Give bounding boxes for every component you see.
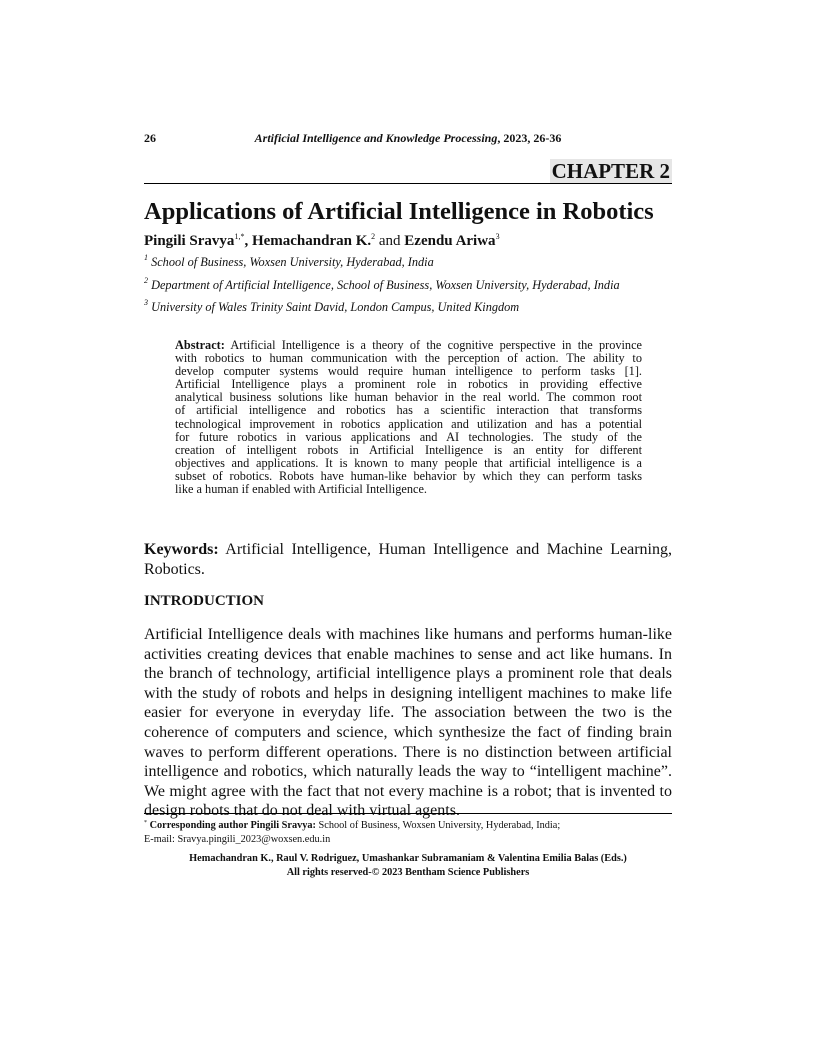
footnote-label: Corresponding author Pingili Sravya:: [147, 820, 316, 831]
text-line: [144, 684, 672, 704]
affiliation-text: School of Business, Woxsen University, Hyderabad, India: [148, 255, 434, 269]
affiliation-text: University of Wales Trinity Saint David, London Campus, United Kingdom: [148, 300, 520, 314]
journal-issue: , 2023, 26-36: [497, 131, 562, 145]
line-text: creation of intelligent robots in Artificial Intelligence is an entity for different: [175, 442, 642, 457]
author-name: Pingili Sravya: [144, 233, 235, 249]
footnote-sup: *: [144, 820, 147, 826]
line-text: analytical business solutions like human behavior in the real world. The common root: [175, 390, 642, 405]
line-text: waves to perform different operations. There is no distinction between artificial: [144, 743, 672, 761]
text-line: [144, 625, 672, 645]
author-sep: ,: [244, 233, 252, 249]
text-line: [144, 762, 672, 782]
line-text: with robotics to human communication with the perception of action. The ability to: [175, 351, 642, 366]
line-text: Artificial Intelligence, Human Intelligence and Machine Learning,: [218, 541, 672, 558]
text-line: [144, 645, 672, 665]
author-sup: 3: [495, 232, 500, 241]
footnote-text: School of Business, Woxsen University, Hyderabad, India;: [315, 820, 561, 831]
affiliation-text: Department of Artificial Intelligence, School of Business, Woxsen University, Hyderabad, India: [148, 278, 620, 292]
chapter-label: CHAPTER 2: [551, 159, 670, 183]
text-line: [144, 723, 672, 743]
line-text: Artificial Intelligence deals with machines like humans and performs human-like: [144, 626, 672, 643]
introduction-paragraph: [144, 625, 672, 821]
line-text: Artificial Intelligence is a theory of the cognitive perspective in the province: [224, 338, 642, 352]
author-sep: and: [375, 233, 405, 249]
affiliation: [144, 300, 519, 315]
author-name: Hemachandran K.: [251, 233, 372, 249]
section-heading-introduction: INTRODUCTION: [144, 593, 265, 609]
line-text: technological improvement in robotics application and utilization and has a potential: [175, 416, 642, 431]
affiliation-sup: 3: [144, 298, 148, 307]
line-text: the branch of technology, artificial intelligence plays a prominent role that deals: [144, 665, 672, 683]
journal-title: Artificial Intelligence and Knowledge Processing: [254, 131, 498, 145]
label: Keywords:: [144, 541, 219, 558]
line-text: of artificial intelligence and robotics has a scientific interaction that transforms: [175, 403, 642, 418]
page-number: 26: [144, 131, 156, 145]
line-text: Artificial Intelligence plays a prominent role in robotics in providing effective: [175, 377, 642, 392]
header-rule: [144, 183, 672, 184]
text-line: [144, 801, 672, 821]
text-line: [144, 703, 672, 723]
text-line: [144, 743, 672, 763]
line-text: design robots that do not deal with virtual agents.: [144, 802, 460, 820]
author-name: Ezendu Ariwa: [404, 233, 496, 249]
text-line: [144, 664, 672, 684]
footnote-email: E-mail: Sravya.pingili_2023@woxsen.edu.in: [144, 833, 331, 845]
affiliation: [144, 255, 434, 270]
affiliation-sup: 1: [144, 253, 148, 262]
line-text: develop computer systems would require human intelligence to perform tasks [1].: [175, 364, 642, 379]
footnote: [144, 819, 560, 846]
line-text: with the study of robots and helps in designing intelligent machines to make life: [144, 684, 672, 702]
affiliation: [144, 278, 620, 293]
editors-line: Hemachandran K., Raul V. Rodriguez, Umashankar Subramaniam & Valentina Emilia Balas (Eds.): [189, 853, 627, 864]
editors-credit: [144, 852, 672, 879]
label: Abstract:: [175, 338, 225, 352]
line-text: intelligence and robotics, which naturally leads the way to “intelligent machine”.: [144, 763, 672, 781]
affiliation-sup: 2: [144, 276, 148, 285]
text-line: [144, 782, 672, 802]
text-line: [144, 540, 672, 560]
line-text: subset of robotics. Robots have human-like behavior by which they can perform tasks: [175, 468, 642, 483]
line-text: coherence of computers and science, which synthesize the fact of finding brain: [144, 723, 672, 741]
line-text: activities creating devices that enable machines to sense and act like humans. In: [144, 645, 672, 663]
footnote-rule: [144, 813, 672, 814]
line-text: for future robotics in various applications and AI technologies. The study of the: [175, 429, 642, 444]
copyright-line: All rights reserved-© 2023 Bentham Science Publishers: [286, 866, 530, 878]
line-text: easier for everyone in everyday life. The association between the two is the: [144, 704, 672, 722]
line-text: objectives and applications. It is known to many people that artificial intelligence is a: [175, 455, 642, 470]
author-sup: 2: [371, 232, 376, 241]
abstract: [175, 339, 642, 496]
line-text: We might agree with the fact that not every machine is a robot; that is invented to: [144, 782, 672, 800]
chapter-title: Applications of Artificial Intelligence in Robotics: [144, 198, 654, 225]
author-sup: 1,*: [234, 232, 245, 241]
keywords: [144, 540, 672, 579]
text-line: [175, 483, 642, 496]
author-list: [144, 233, 500, 250]
running-header: [144, 131, 672, 146]
line-text: like a human if enabled with Artificial Intelligence.: [175, 482, 427, 497]
line-text: Robotics.: [144, 560, 205, 578]
text-line: [144, 560, 672, 580]
